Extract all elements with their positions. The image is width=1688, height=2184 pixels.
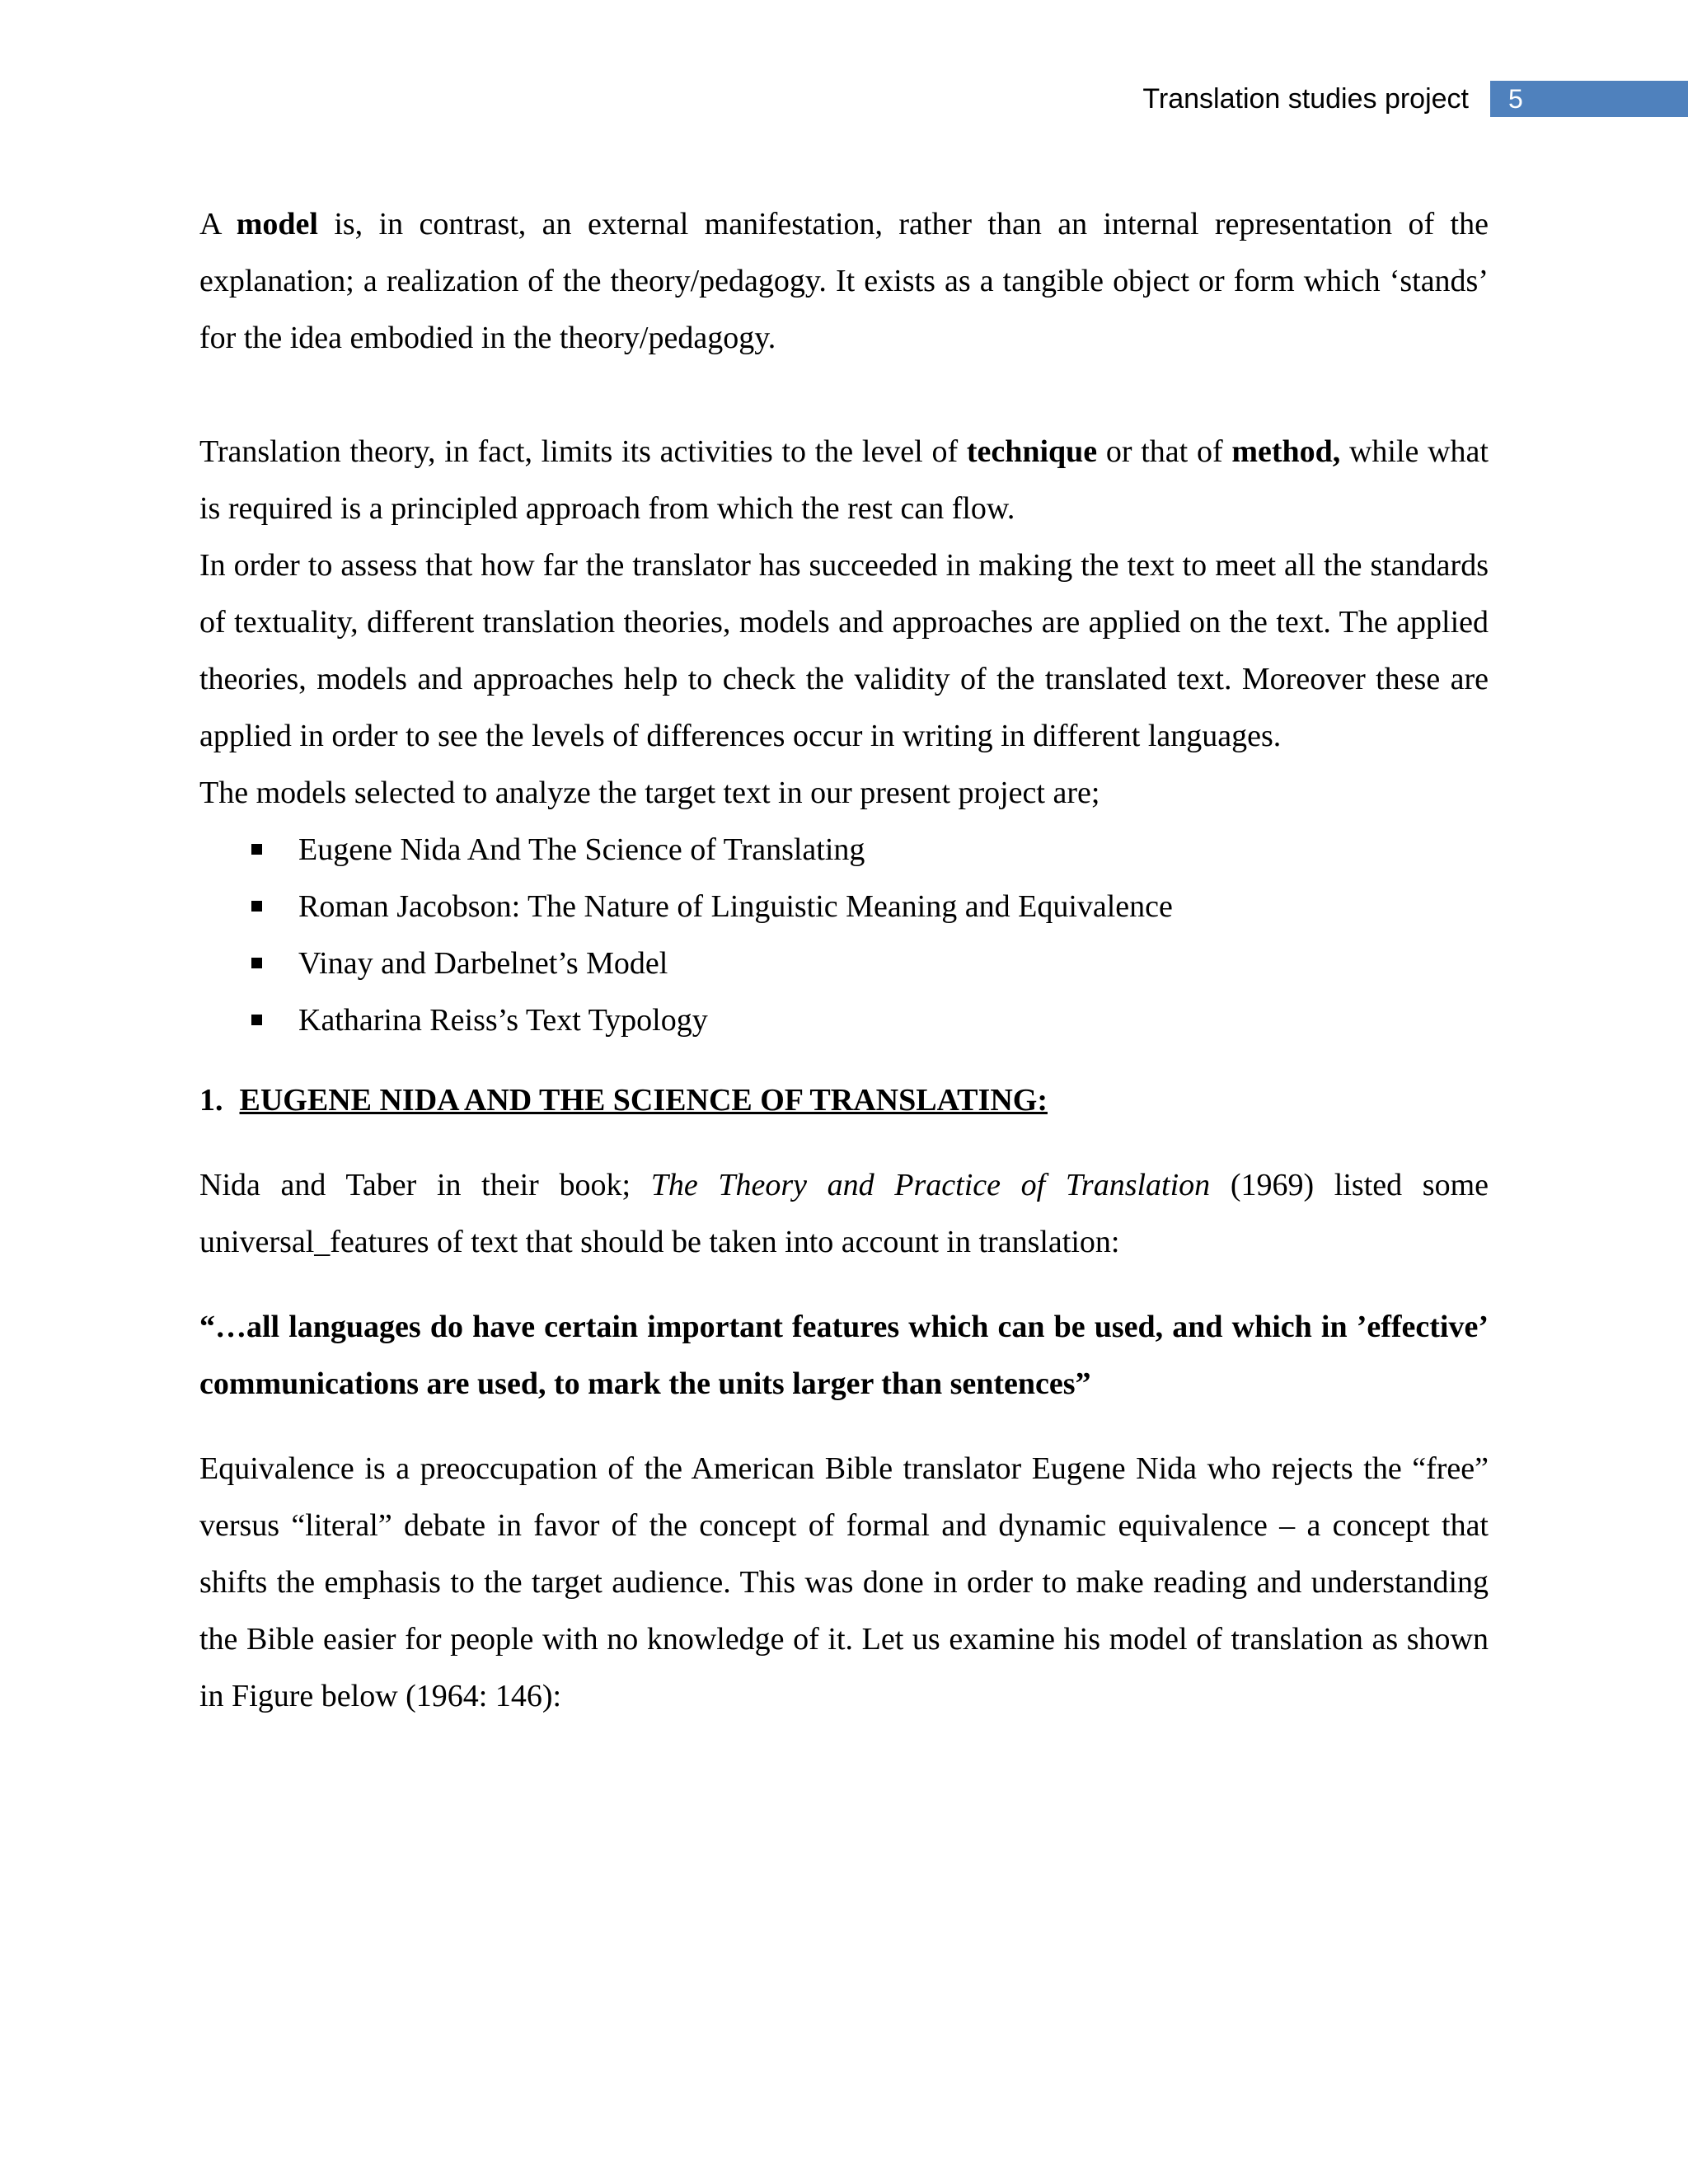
square-bullet-icon	[251, 1015, 262, 1025]
section-heading	[199, 1072, 1489, 1129]
square-bullet-icon	[251, 844, 262, 855]
square-bullet-icon	[251, 958, 262, 968]
list-item-label: Katharina Reiss’s Text Typology	[298, 1003, 708, 1038]
text-run: Translation theory, in fact, limits its activities to the level of	[199, 434, 967, 469]
text-run: or that of	[1097, 434, 1232, 469]
bold-term-method: method,	[1231, 434, 1341, 469]
document-body	[199, 196, 1489, 1725]
paragraph-model-definition	[199, 196, 1489, 367]
page-header	[1142, 81, 1688, 117]
models-list	[199, 822, 1489, 1049]
paragraph-equivalence: Equivalence is a preoccupation of the American Bible translator Eugene Nida who rejects the “free” versus “literal” debate in favor of the concept of formal and dynamic equivalence – a concept that shifts the emphasis to the target audience. This was done in order to make reading and understanding the Bible easier for people with no knowledge of it. Let us examine his model of translation as shown in Figure below (1964: 146):	[199, 1451, 1489, 1713]
bold-term-model: model	[236, 207, 318, 241]
text-run: is, in contrast, an external manifestation, rather than an internal representation of the explanation; a realization of the theory/pedagogy. It exists as a tangible object or form which ‘stands’ for the idea embodied in the theory/pedagogy.	[199, 207, 1489, 355]
section-number: 1.	[199, 1083, 223, 1118]
list-item-label: Vinay and Darbelnet’s Model	[298, 946, 668, 981]
text-run: Nida and Taber in their book;	[199, 1168, 651, 1202]
paragraph-translation-theory	[199, 424, 1489, 537]
list-item-label: Roman Jacobson: The Nature of Linguistic Meaning and Equivalence	[298, 889, 1173, 924]
paragraph-models-intro: The models selected to analyze the target text in our present project are;	[199, 776, 1100, 810]
header-title: Translation studies project	[1142, 83, 1469, 115]
page-number: 5	[1490, 81, 1688, 117]
block-quote: “…all languages do have certain important features which can be used, and which in ’effective’ communications are used, to mark the units larger than sentences”	[199, 1310, 1489, 1401]
book-title: The Theory and Practice of Translation	[650, 1168, 1211, 1202]
list-item	[199, 879, 1489, 935]
list-item	[199, 992, 1489, 1049]
list-item	[199, 935, 1489, 992]
list-item-label: Eugene Nida And The Science of Translating	[298, 832, 865, 867]
square-bullet-icon	[251, 901, 262, 912]
bold-term-technique: technique	[966, 434, 1098, 469]
text-run: A	[199, 207, 237, 241]
paragraph-assessment: In order to assess that how far the translator has succeeded in making the text to meet all the standards of textuality, different translation theories, models and approaches are applied on the text. The applied theories, models and approaches help to check the validity of the translated text. Moreover these are applied in order to see the levels of differences occur in writing in different languages.	[199, 548, 1489, 753]
section-title: EUGENE NIDA AND THE SCIENCE OF TRANSLATING:	[239, 1083, 1048, 1118]
paragraph-nida-taber	[199, 1157, 1489, 1271]
text-run: (1969) listed some universal_features of text that should be taken into account in translation:	[199, 1168, 1489, 1259]
text-run: while what is required is a principled approach from which the rest can flow.	[199, 434, 1489, 526]
list-item	[199, 822, 1489, 879]
